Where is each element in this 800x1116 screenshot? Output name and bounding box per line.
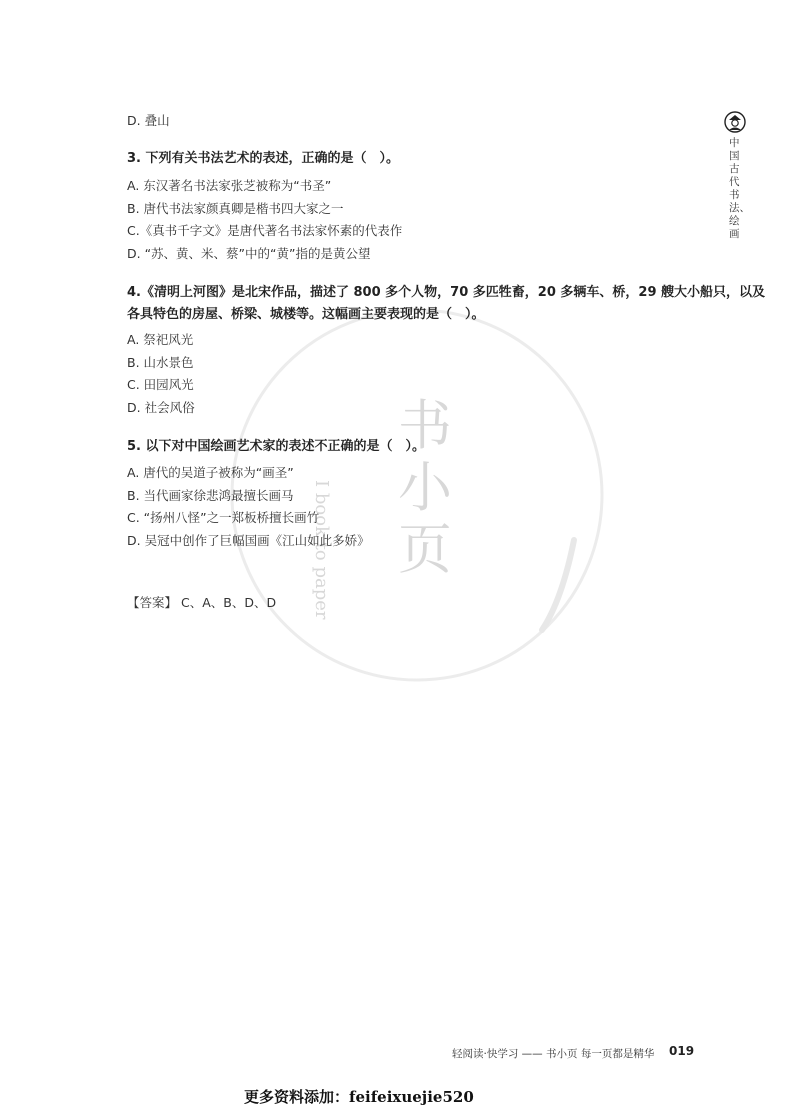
- chapter-tab-label: 中国古代书法、绘画: [729, 137, 750, 240]
- question-4-option-a: A. 祭祀风光: [127, 332, 194, 347]
- question-3-option-d: D. “苏、黄、米、蔡”中的“黄”指的是黄公望: [127, 246, 371, 261]
- question-3-option-b: B. 唐代书法家颜真卿是楷书四大家之一: [127, 201, 344, 216]
- question-5-stem: 5. 以下对中国绘画艺术家的表述不正确的是（ ）。: [127, 439, 426, 454]
- page-number: 019: [669, 1044, 695, 1058]
- contact-ad-text: 更多资料添加：feifeixuejie520: [244, 1088, 474, 1106]
- question-4-stem-line1: 4.《清明上河图》是北宋作品，描述了 800 多个人物，70 多匹牲畜，20 多辆车、桥，29 艘大小船只，以及: [127, 285, 766, 300]
- question-4-option-b: B. 山水景色: [127, 355, 194, 370]
- question-4-option-c: C. 田园风光: [127, 377, 194, 392]
- question-4-option-d: D. 社会风俗: [127, 400, 195, 415]
- watermark-latin: I book to paper: [311, 480, 332, 620]
- scholar-avatar-icon: [724, 111, 746, 133]
- question-3-stem: 3. 下列有关书法艺术的表述，正确的是（ ）。: [127, 151, 400, 166]
- question-5-option-d: D. 吴冠中创作了巨幅国画《江山如此多娇》: [127, 533, 370, 548]
- question-5-option-b: B. 当代画家徐悲鸿最擅长画马: [127, 488, 294, 503]
- question-4-stem-line2: 各具特色的房屋、桥梁、城楼等。这幅画主要表现的是（ ）。: [127, 307, 485, 322]
- question-5-option-c: C. “扬州八怪”之一郑板桥擅长画竹: [127, 510, 320, 525]
- answer-key: 【答案】 C、A、B、D、D: [127, 595, 277, 610]
- question-5-option-a: A. 唐代的吴道子被称为“画圣”: [127, 465, 294, 480]
- footer-slogan: 轻阅读·快学习 —— 书小页 每一页都是精华: [452, 1048, 655, 1060]
- prev-option-d: D. 叠山: [127, 113, 170, 128]
- question-3-option-c: C.《真书千字文》是唐代著名书法家怀素的代表作: [127, 223, 403, 238]
- watermark-text: 书小页: [398, 394, 452, 581]
- question-3-option-a: A. 东汉著名书法家张芝被称为“书圣”: [127, 178, 332, 193]
